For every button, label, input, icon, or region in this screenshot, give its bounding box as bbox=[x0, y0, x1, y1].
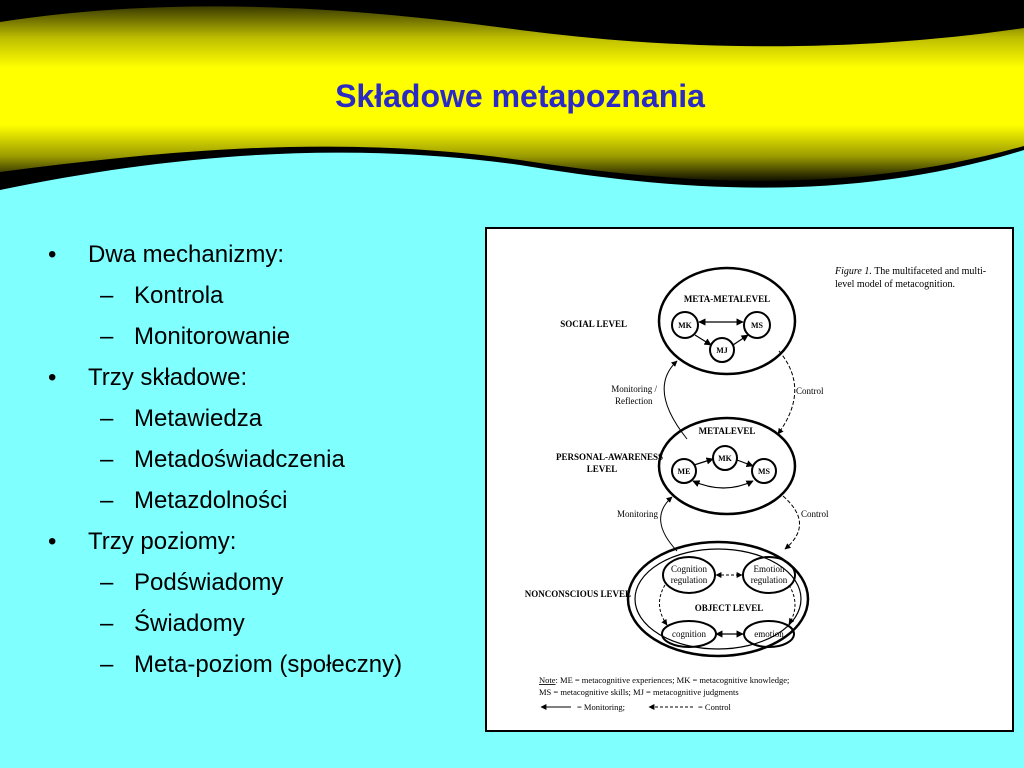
dash-marker: – bbox=[100, 651, 114, 678]
caption-label: Figure 1. bbox=[835, 266, 872, 277]
sub-bullet-item bbox=[48, 275, 402, 316]
cognition-regulation-line-1: Cognition bbox=[670, 564, 708, 574]
bullet-text: Meta-poziom (społeczny) bbox=[134, 651, 403, 678]
sub-bullet-item bbox=[48, 439, 402, 480]
note-label: Note bbox=[539, 675, 556, 685]
bullet-marker: • bbox=[48, 528, 57, 555]
bullet-marker: • bbox=[48, 364, 57, 391]
caption-line-1: The multifaceted and multi- bbox=[874, 266, 987, 277]
personal-awareness-level-line-2: LEVEL bbox=[586, 464, 618, 474]
dash-marker: – bbox=[100, 487, 114, 514]
bullet-text: Metazdolności bbox=[134, 487, 288, 514]
sub-bullet-item bbox=[48, 316, 402, 357]
monitoring-reflection-label-2: Reflection bbox=[615, 396, 653, 406]
nonconscious-level-label: NONCONSCIOUS LEVEL bbox=[524, 589, 631, 599]
node-mk-middle-label: MK bbox=[718, 454, 732, 463]
node-mj-label: MJ bbox=[716, 346, 728, 355]
emotion-regulation-line-2: regulation bbox=[750, 575, 788, 585]
bullet-text: Metadoświadczenia bbox=[134, 446, 345, 473]
node-ms-top-label: MS bbox=[751, 321, 763, 330]
node-mk-top-label: MK bbox=[678, 321, 692, 330]
sub-bullet-item bbox=[48, 644, 402, 685]
control-label-upper: Control bbox=[796, 386, 824, 396]
control-arrow-lower bbox=[783, 496, 800, 549]
bullet-item bbox=[48, 234, 402, 275]
bullet-list bbox=[48, 234, 402, 685]
emotion-regulation-line-1: Emotion bbox=[753, 564, 785, 574]
bullet-text: Monitorowanie bbox=[134, 323, 291, 350]
sub-bullet-item bbox=[48, 398, 402, 439]
meta-metalevel-title: META-METALEVEL bbox=[683, 294, 771, 304]
dash-marker: – bbox=[100, 405, 114, 432]
cognition-label: cognition bbox=[672, 629, 706, 639]
bullet-text: Podświadomy bbox=[134, 569, 284, 596]
dash-marker: – bbox=[100, 446, 114, 473]
sub-bullet-item bbox=[48, 562, 402, 603]
monitoring-arrow bbox=[661, 497, 677, 551]
metacognition-figure bbox=[485, 227, 1014, 732]
note-line-1 bbox=[539, 675, 789, 685]
bullet-text: Świadomy bbox=[134, 610, 245, 637]
bullet-text: Metawiedza bbox=[134, 405, 263, 432]
sub-bullet-item bbox=[48, 480, 402, 521]
bullet-text: Kontrola bbox=[134, 282, 224, 309]
personal-awareness-level-line-1: PERSONAL-AWARENESS bbox=[555, 452, 663, 462]
metalevel-title: METALEVEL bbox=[698, 426, 756, 436]
monitoring-reflection-arrow bbox=[664, 361, 687, 439]
bullet-marker: • bbox=[48, 241, 57, 268]
node-ms-middle-label: MS bbox=[758, 467, 770, 476]
control-label-lower: Control bbox=[801, 509, 829, 519]
legend-control-text: = Control bbox=[698, 702, 731, 712]
bullet-item bbox=[48, 357, 402, 398]
control-arrow-upper bbox=[778, 351, 795, 434]
bullet-text: Dwa mechanizmy: bbox=[88, 241, 285, 268]
node-me-label: ME bbox=[677, 467, 691, 476]
note-line-1-text: : ME = metacognitive experiences; MK = metacognitive knowledge; bbox=[555, 675, 790, 685]
emotion-label: emotion bbox=[754, 629, 784, 639]
dash-marker: – bbox=[100, 323, 114, 350]
dash-marker: – bbox=[100, 610, 114, 637]
figure-caption bbox=[834, 266, 986, 277]
bullet-text: Trzy poziomy: bbox=[88, 528, 237, 555]
caption-line-2: level model of metacognition. bbox=[835, 279, 955, 290]
object-level-title: OBJECT LEVEL bbox=[694, 603, 764, 613]
legend-monitoring-text: = Monitoring; bbox=[577, 702, 626, 712]
monitoring-reflection-label-1: Monitoring / bbox=[611, 384, 657, 394]
cognition-regulation-line-2: regulation bbox=[670, 575, 708, 585]
social-level-label: SOCIAL LEVEL bbox=[560, 319, 627, 329]
slide-title: Składowe metapoznania bbox=[335, 78, 705, 114]
sub-bullet-item bbox=[48, 603, 402, 644]
bullet-text: Trzy składowe: bbox=[88, 364, 248, 391]
note-line-2: MS = metacognitive skills; MJ = metacognitive judgments bbox=[539, 687, 739, 697]
dash-marker: – bbox=[100, 282, 114, 309]
dash-marker: – bbox=[100, 569, 114, 596]
monitoring-label: Monitoring bbox=[616, 509, 658, 519]
bullet-item bbox=[48, 521, 402, 562]
